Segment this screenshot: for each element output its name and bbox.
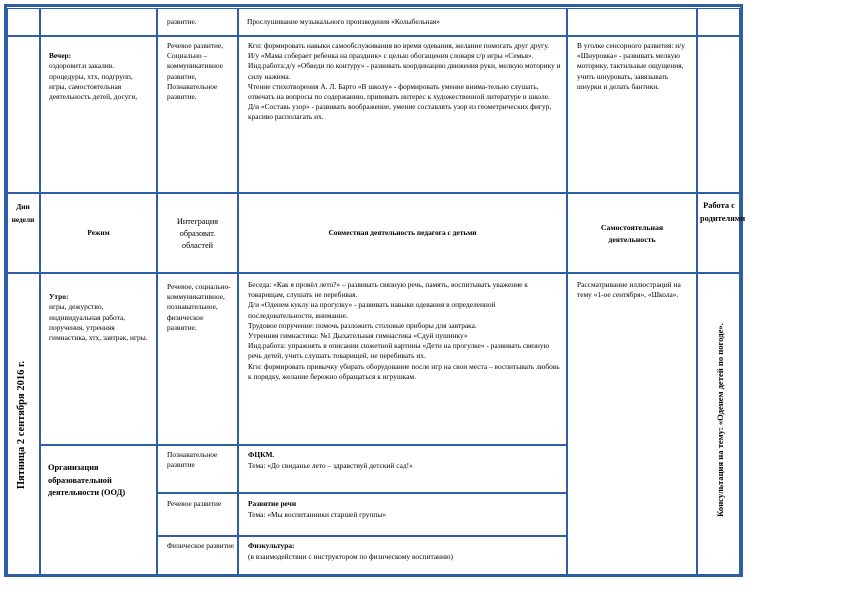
evening-integration-text: Речевое развитие, Социально – коммуникативное развитие, Познавательное развитие.	[167, 41, 224, 102]
cell-morning-activity	[238, 273, 567, 445]
header-integration-text: Интеграция образоват. областей	[176, 217, 219, 250]
header-regime	[40, 193, 157, 273]
cell-evening-activity	[238, 36, 567, 193]
cell-morning-independent	[567, 273, 697, 576]
cell-ood-1-activity	[238, 445, 567, 493]
evening-label: Вечер:	[49, 51, 72, 61]
cell-r1-regime	[40, 8, 157, 36]
cell-evening-parents	[697, 36, 740, 193]
r1-activity-text: Прослушивание музыкального произведения «Колыбельная»	[247, 17, 440, 26]
ood-2-title: Развитие речи	[248, 499, 297, 508]
ood-1-text: Тема: «До свиданье лето – здравствуй детский сад!»	[248, 461, 413, 470]
cell-evening-integration	[157, 36, 238, 193]
cell-r1-day	[7, 8, 40, 36]
cell-evening-day	[7, 36, 40, 193]
cell-ood-2-activity	[238, 493, 567, 536]
ood-1-integration-text: Познавательное развитие	[167, 450, 218, 470]
cell-morning-integration	[157, 273, 238, 445]
header-day	[7, 193, 40, 273]
cell-ood-1-integration	[157, 445, 238, 493]
ood-3-text: (в взаимодействии с инструктором по физическому воспитанию)	[248, 552, 453, 561]
ood-2-text: Тема: «Мы воспитанники старшей группы»	[248, 510, 387, 519]
cell-r1-parents	[697, 8, 740, 36]
cell-day-friday	[7, 273, 40, 576]
header-joint-text: Совместная деятельность педагога с детьми	[328, 228, 477, 237]
ood-1-title: ФЦКМ.	[248, 450, 275, 459]
ood-2-integration-text: Речевое развитие	[167, 499, 222, 508]
r1-integration-text: развитие.	[167, 17, 197, 26]
ood-label-text: Организация образовательной деятельности (ООД)	[48, 463, 126, 497]
cell-parents	[697, 273, 740, 576]
ood-3-title: Физкультура:	[248, 541, 295, 550]
header-integration	[157, 193, 238, 273]
cell-ood-label	[40, 445, 157, 576]
parents-consultation-text: Консультация на тему: «Оденем детей по погоде».	[715, 323, 725, 517]
ood-3-integration-text: Физическое развитие	[167, 541, 235, 550]
cell-evening-independent	[567, 36, 697, 193]
cell-morning-regime	[40, 273, 157, 445]
morning-independent-text: Рассматривание иллюстраций на тему «1-ое сентября», «Школа».	[577, 280, 681, 300]
cell-evening-regime	[40, 36, 157, 193]
morning-activity-text: Беседа: «Как я провёл лето?» – развивать связную речь, память, воспитывать уважение к товарищам, слушать не перебивая. Д/и «Оденем куклу на прогулку» - развивать навыки одевания в определенной последовательности, внимание. Трудовое поручение: помочь разложить столовые приборы для завтрака. Утренняя гимнастика: №1 Дыхательная гимнастика «Сдуй пушинку» Инд.работа: упражнять в описании сюжетной картины «Дети на прогулке» - развивать связную речь детей, учить слушать товарищей, не перебивать их. Кгн: формировать привычку убирать оборудование после игр на свои места – воспитывать любовь к порядку, желание бережно обращаться к игрушкам.	[248, 280, 560, 381]
cell-r1-integration	[157, 8, 238, 36]
cell-r1-activity	[238, 8, 567, 36]
cell-ood-3-activity	[238, 536, 567, 576]
morning-regime-text: игры, дежурство, индивидуальная работа, поручения, утренняя гимнастика, хтх, завтрак, игры.	[49, 302, 148, 343]
morning-integration-text: Речевое, социально-коммуникативное, познавательное, физическое развитие.	[167, 282, 231, 332]
cell-r1-independent	[567, 8, 697, 36]
header-parents-text: Работа с родителями	[700, 201, 746, 223]
evening-independent-text: В уголке сенсорного развития: и/у «Шнуровка» - развивать мелкую моторику, тактильные ощущения, учить шнуровать, завязывать шнурки и делать бантики.	[577, 41, 685, 91]
cell-ood-2-integration	[157, 493, 238, 536]
header-joint	[238, 193, 567, 273]
morning-label: Утро:	[49, 292, 69, 302]
evening-regime-text: оздоровит.и закалив. процедуры, хтх, подгрупп, игры, самостоятельная деятельность детей, досуги,	[49, 61, 138, 102]
evening-activity-text: Кгн: формировать навыки самообслуживания во время одевания, желание помогать друг другу. И/у «Мама соберает ребенка на праздник» с целью обогащения словаря с/р игры «Семья». Инд.работа:д/у «Обведи по контуру» - развивать координацию движения руки, мелкую моторику и силу нажима. Чтение стихотворения А. Л. Барто «В школу» - формировать умение внима-тельно слушать, отвечать на вопросы по содержанию, прививать интерес к художественной литературе и школе. Д/и «Составь узор» - развивать воображение, умение составлять узор из геометрических фигур, красиво располагать их.	[248, 41, 561, 122]
header-regime-text: Режим	[87, 228, 110, 237]
cell-ood-3-integration	[157, 536, 238, 576]
header-independent-text: Самостоятельная деятельность	[600, 223, 664, 244]
header-day-text: Дни недели	[11, 202, 35, 224]
header-independent	[567, 193, 697, 273]
day-date-label: Пятница 2 сентября 2016 г.	[16, 360, 27, 490]
header-parents	[697, 193, 746, 273]
